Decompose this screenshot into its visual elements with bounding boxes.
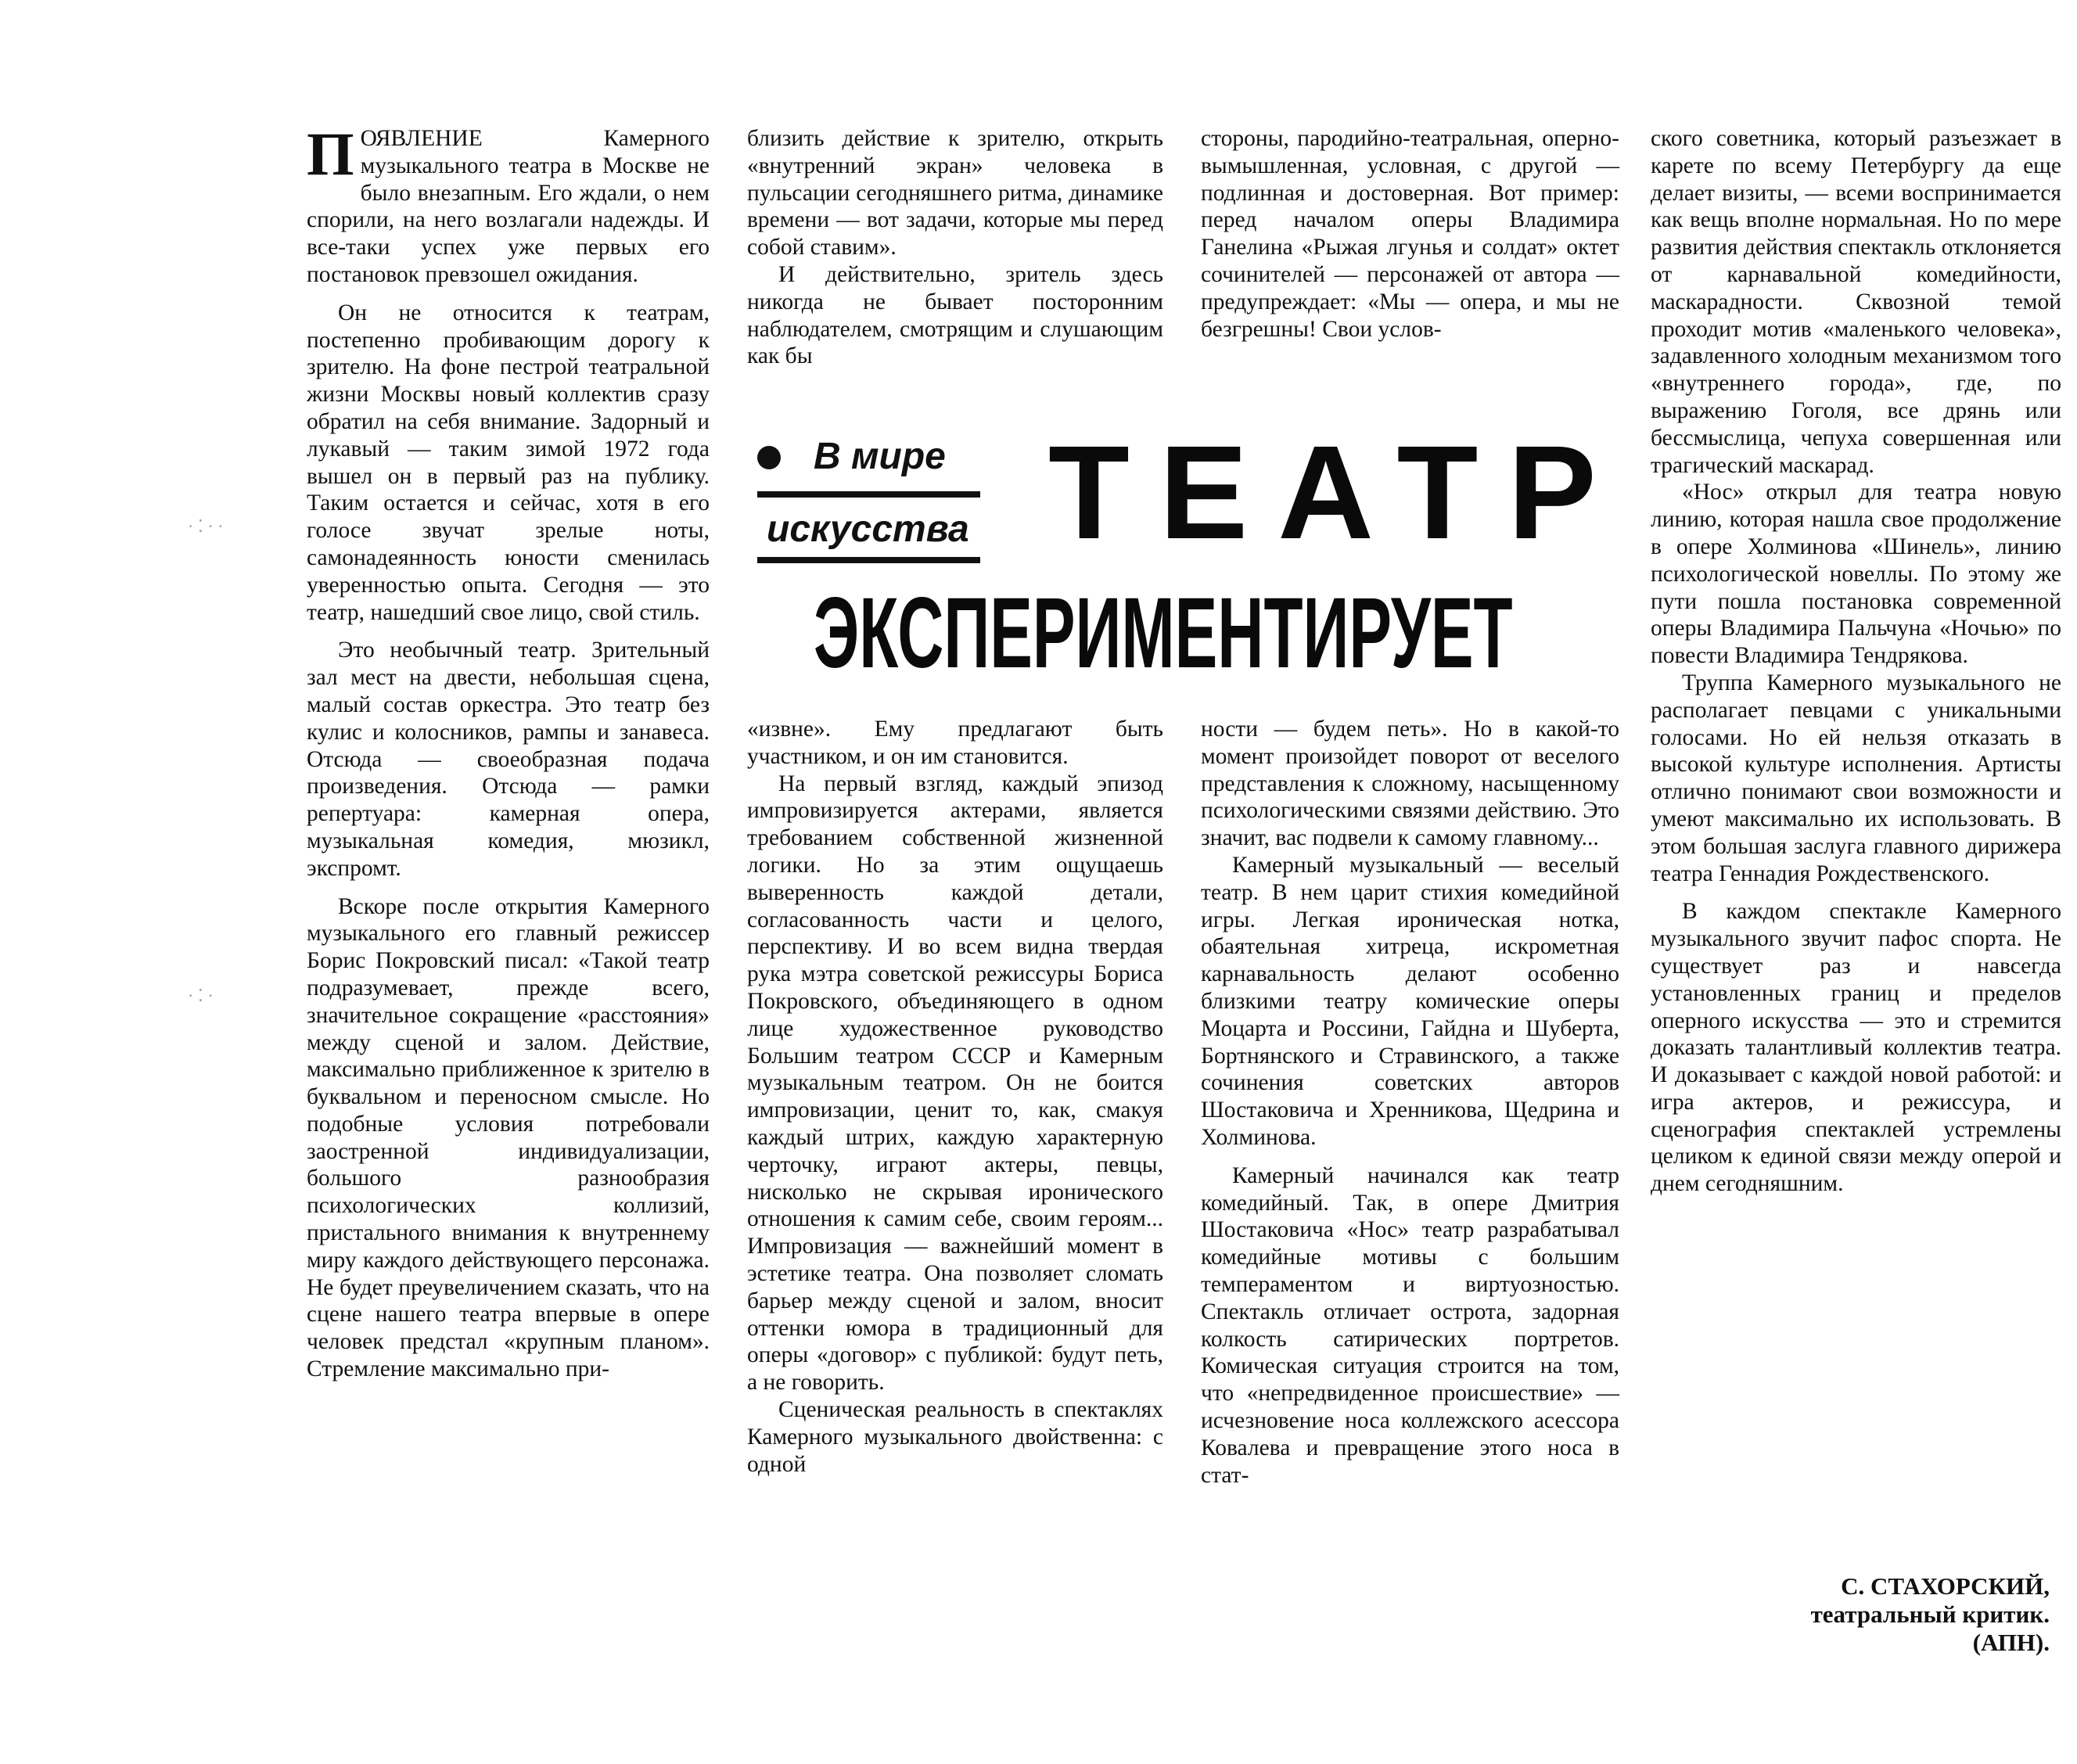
paragraph: Камерный начинался как театр комедийный. Так, в опере Дмитрия Шостаковича «Нос» театр разрабатывал комедийные мотивы с большим темпераментом и виртуозностью. Спектакль отличает острота, задорная колкость сатирических портретов. Комическая ситуация строится на том, что «непредвиденное происшествие» — исчезновение носа коллежского асессора Ковалева и превращение этого носа в стат-	[1201, 1162, 1619, 1488]
paragraph: «Нос» открыл для театра новую линию, которая нашла свое продолжение в опере Холминова «Шинель», линию психологической новеллы. По этому же пути пошла постановка современной оперы Владимира Пальчуна «Ночью» по повести Владимира Тендрякова.	[1651, 480, 2061, 669]
paragraph: стороны, пародийно-театральная, оперно-вымышленная, условная, с другой — подлинная и достоверная. Вот пример: перед началом оперы Владимира Ганелина «Рыжая лгунья и солдат» октет сочинителей — персонажей от автора — предупреждает: «Мы — опера, и мы не безгрешны! Свои услов-	[1201, 126, 1619, 342]
paragraph: Он не относится к театрам, постепенно пробивающим дорогу к зрителю. На фоне пестрой театральной жизни Москвы новый коллектив сразу обратил на себя внимание. Задорный и лукавый — таким зимой 1972 года вышел он в первый раз на публику. Таким остается и сейчас, хотя в его голосе звучат зрелые ноты, самонадеянность юности сменилась уверенностью опыта. Сегодня — это театр, нашедший свое лицо, свой стиль.	[307, 300, 710, 625]
rubric-line-1: В мире	[814, 436, 946, 477]
paragraph: И действительно, зритель здесь никогда не бывает посторонним наблюдателем, смотрящим и слушающим как бы	[747, 261, 1163, 369]
paragraph: Вскоре после открытия Камерного музыкального его главный режиссер Борис Покровский писал: «Такой театр подразумевает, прежде всего, значительное сокращение «расстояния» между сценой и залом. Действие, максимально приближенное к зрителю в буквальном и переносном смысле. Но подобные условия потребовали заостренной индивидуализации, большого разнообразия психологических коллизий, пристального внимания к внутреннему миру каждого действующего персонажа. Не будет преувеличением сказать, что на сцене нашего театра впервые в опере человек предстал «крупным планом». Стремление максимально при-	[307, 893, 710, 1382]
column-2-top	[747, 125, 1163, 370]
paragraph: ского советника, который разъезжает в карете по всему Петербургу да еще делает визиты, — всеми воспринимается как вещь вполне нормальная. Но по мере развития действия спектакль отклоняется от карнавальной комедийности, маскарадности. Сквозной темой проходит мотив «маленького человека», задавленного холодным механизмом того «внутреннего города», где, по выражению Гоголя, все дрянь или бессмыслица, чепуха совершенная или трагический маскарад.	[1651, 126, 2061, 478]
author-name: С. СТАХОРСКИЙ,	[1841, 1572, 2050, 1600]
drop-cap: П	[307, 120, 354, 188]
paragraph: Сценическая реальность в спектаклях Камерного музыкального двойственна: с одной	[747, 1396, 1163, 1477]
column-4	[1651, 125, 2061, 1198]
rubric-rule	[757, 557, 980, 563]
headline-title-2: ЭКСПЕРИМЕНТИРУЕТ	[814, 577, 1513, 689]
lead-paragraph	[307, 120, 710, 289]
paragraph: близить действие к зрителю, открыть «внутренний экран» человека в пульсации сегодняшнего ритма, динамике времени — вот задачи, которые мы перед собой ставим».	[747, 126, 1163, 260]
paragraph: «извне». Ему предлагают быть участником, и он им становится.	[747, 717, 1163, 769]
scan-noise: · ⁚ ·	[188, 986, 214, 1005]
column-1	[307, 120, 710, 1383]
rubric-line-2: искусства	[767, 508, 969, 550]
author-signature	[1666, 1572, 2050, 1657]
paragraph: Камерный музыкальный — веселый театр. В нем царит стихия комедийной игры. Легкая ироническая нотка, обаятельная хитреца, искрометная карнавальность делают особенно близкими театру комические оперы Моцарта и Россини, Гайдна и Шуберта, Бортнянского и Стравинского, а также сочинения советских авторов Шостаковича и Хренникова, Щедрина и Холминова.	[1201, 852, 1619, 1150]
rubric-bullet	[757, 446, 781, 469]
column-3-bottom	[1201, 716, 1619, 1489]
author-agency: (АПН).	[1972, 1629, 2050, 1656]
column-2-bottom	[747, 716, 1163, 1478]
paragraph: В каждом спектакле Камерного музыкального звучит пафос спорта. Не существует раз и навсегда установленных границ и пределов оперного искусства — это и стремится доказать талантливый коллектив театра. И доказывает с каждой новой работой: и игра актеров, и режиссура, и сценография спектаклей устремлены целиком к единой связи между оперой и днем сегодняшним.	[1651, 899, 2061, 1197]
headline-title-1: ТЕАТР	[1048, 419, 1626, 567]
paragraph: На первый взгляд, каждый эпизод импровизируется актерами, является требованием собственной жизненной логики. Но за этим ощущаешь выверенность каждой детали, согласованность части и целого, перспективу. И во всем видна твердая рука мэтра советской режиссуры Бориса Покровского, объединяющего в одном лице художественное руководство Большим театром СССР и Камерным музыкальным театром. Он не боится импровизации, ценит то, как, смакуя каждый штрих, каждую характерную черточку, играют актеры, певцы, нисколько не скрывая иронического отношения к самим себе, своим героям... Импровизация — важнейший момент в эстетике театра. Она позволяет сломать барьер между сценой и залом, вносит оттенки юмора в традиционный для оперы «договор» с публикой: будут петь, а не говорить.	[747, 771, 1163, 1396]
lead-text: ОЯВЛЕНИЕ Камерного музыкального театра в Москве не было внезапным. Его ждали, о нем спорили, на него возлагали надежды. И все-таки успех уже первых его постановок превзошел ожидания.	[307, 126, 710, 287]
paragraph: Это необычный театр. Зрительный зал мест на двести, небольшая сцена, малый состав оркестра. Это театр без кулис и колосников, рампы и занавеса. Отсюда — своеобразная подача произведения. Отсюда — рамки репертуара: камерная опера, музыкальная комедия, мюзикл, экспромт.	[307, 638, 710, 881]
rubric-rule	[757, 491, 980, 498]
author-role: театральный критик.	[1810, 1601, 2050, 1628]
paragraph: Труппа Камерного музыкального не располагает певцами с уникальными голосами. Но ей нельзя отказать в высокой культуре исполнения. Артисты отлично понимают свои возможности и умеют максимально их использовать. В этом большая заслуга главного дирижера театра Геннадия Рождественского.	[1651, 670, 2061, 886]
column-3-top	[1201, 125, 1619, 343]
paragraph: ности — будем петь». Но в какой-то момент произойдет поворот от веселого представления к сложному, насыщенному психологическими связями действию. Это значит, вас подвели к самому главному...	[1201, 717, 1619, 851]
scan-noise: · ⁚ · ·	[188, 516, 224, 536]
